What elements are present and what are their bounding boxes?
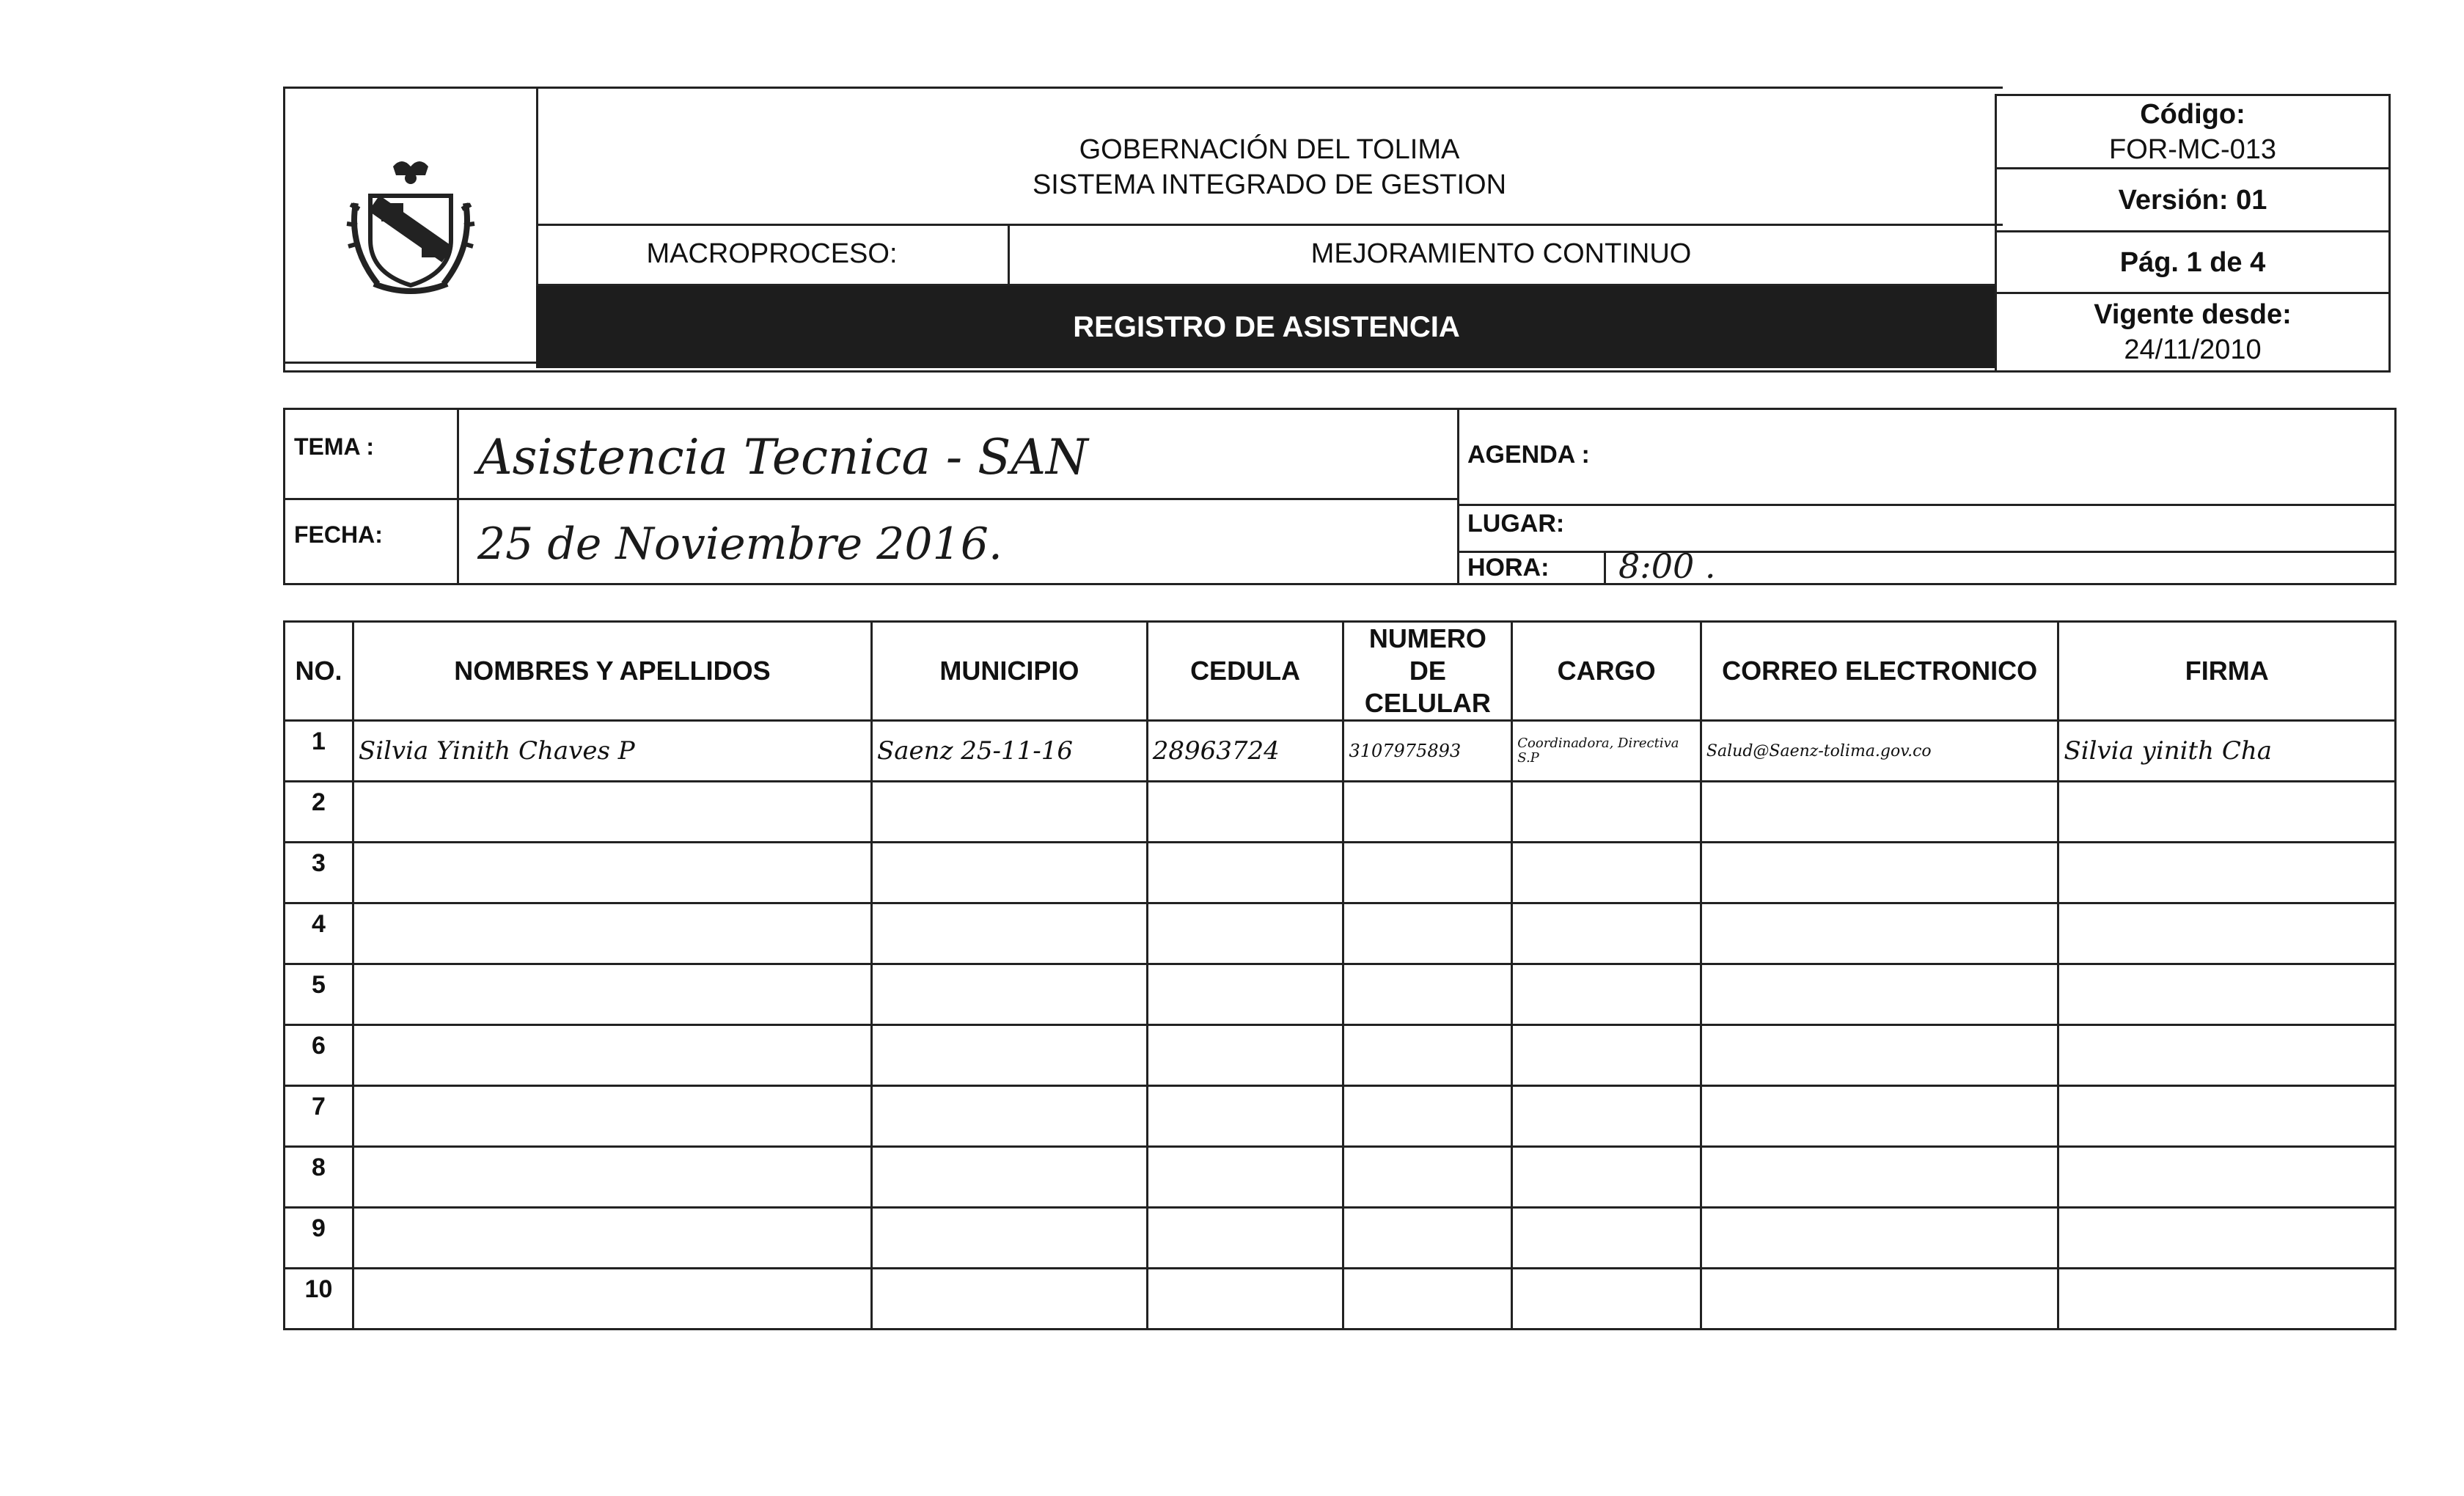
tema-label: TEMA : <box>294 433 375 460</box>
row-number: 8 <box>285 1147 353 1208</box>
cell-cedula <box>1147 1208 1343 1269</box>
cell-celular <box>1343 1269 1512 1330</box>
org-name-line1: GOBERNACIÓN DEL TOLIMA <box>1079 134 1460 165</box>
table-header-row <box>285 622 2396 721</box>
org-name-cell <box>536 87 2003 226</box>
form-title-bar <box>536 286 1997 368</box>
fecha-label: FECHA: <box>294 521 383 548</box>
table-row <box>285 1147 2396 1208</box>
row-number: 6 <box>285 1025 353 1086</box>
logo-cell <box>283 87 538 364</box>
cell-cargo <box>1512 1208 1701 1269</box>
cell-celular <box>1343 1208 1512 1269</box>
row-number: 2 <box>285 782 353 843</box>
cell-firma <box>2058 1147 2396 1208</box>
table-row <box>285 721 2396 782</box>
vigente-cell <box>1997 294 2388 370</box>
macroproceso-value: MEJORAMIENTO CONTINUO <box>1008 224 1995 286</box>
cell-nombre <box>353 1086 871 1147</box>
row-number: 7 <box>285 1086 353 1147</box>
table-row <box>285 1025 2396 1086</box>
cell-cargo <box>1512 903 1701 964</box>
col-header-no: NO. <box>285 622 353 721</box>
col-header-celular-l3: CELULAR <box>1364 688 1491 718</box>
cell-firma <box>2058 782 2396 843</box>
cell-firma <box>2058 843 2396 903</box>
table-row <box>285 903 2396 964</box>
cell-nombre <box>353 1208 871 1269</box>
cell-municipio <box>871 1147 1147 1208</box>
cell-correo <box>1701 782 2058 843</box>
cell-cedula <box>1147 903 1343 964</box>
col-header-celular-l2: DE <box>1409 656 1446 686</box>
agenda-label: AGENDA : <box>1467 441 1590 469</box>
cell-nombre <box>353 1147 871 1208</box>
cell-correo <box>1701 1208 2058 1269</box>
cell-cedula <box>1147 1269 1343 1330</box>
cell-nombre <box>353 1269 871 1330</box>
cell-correo <box>1701 903 2058 964</box>
cell-cedula <box>1147 782 1343 843</box>
codigo-label: Código: <box>2140 98 2245 130</box>
cell-correo <box>1701 1086 2058 1147</box>
col-header-celular-l1: NUMERO <box>1368 623 1486 653</box>
row-number: 9 <box>285 1208 353 1269</box>
pagina-cell: Pág. 1 de 4 <box>1997 232 2388 294</box>
cell-cedula <box>1147 1025 1343 1086</box>
cell-nombre <box>353 782 871 843</box>
cell-cedula: 28963724 <box>1147 721 1343 782</box>
tema-value: Asistencia Tecnica - SAN <box>477 429 1088 485</box>
hora-divider <box>1604 551 1606 583</box>
cell-firma <box>2058 1269 2396 1330</box>
table-row <box>285 1269 2396 1330</box>
codigo-cell <box>1997 96 2388 169</box>
form-title: REGISTRO DE ASISTENCIA <box>1073 311 1460 343</box>
col-header-correo: CORREO ELECTRONICO <box>1701 622 2058 721</box>
cell-municipio <box>871 1025 1147 1086</box>
codigo-value: FOR-MC-013 <box>2108 133 2277 165</box>
cell-celular <box>1343 903 1512 964</box>
row-number: 1 <box>285 721 353 782</box>
cell-nombre <box>353 843 871 903</box>
col-header-nombres: NOMBRES Y APELLIDOS <box>353 622 871 721</box>
col-header-cedula: CEDULA <box>1147 622 1343 721</box>
row-divider-right2 <box>1457 551 2394 553</box>
doc-meta-column <box>1995 94 2391 373</box>
row-number: 3 <box>285 843 353 903</box>
vigente-value: 24/11/2010 <box>2124 334 2262 365</box>
table-row <box>285 964 2396 1025</box>
cell-celular <box>1343 782 1512 843</box>
table-row <box>285 1086 2396 1147</box>
vigente-label: Vigente desde: <box>2094 299 2292 330</box>
agenda-divider <box>1457 410 1459 583</box>
cell-cargo <box>1512 1269 1701 1330</box>
form-header <box>283 87 2397 373</box>
cell-correo: Salud@Saenz-tolima.gov.co <box>1701 721 2058 782</box>
meeting-info <box>283 408 2397 585</box>
cell-municipio <box>871 1086 1147 1147</box>
cell-firma <box>2058 964 2396 1025</box>
hora-label: HORA: <box>1467 554 1550 582</box>
cell-celular <box>1343 1025 1512 1086</box>
cell-cargo <box>1512 843 1701 903</box>
cell-correo <box>1701 964 2058 1025</box>
cell-municipio <box>871 1269 1147 1330</box>
col-header-municipio: MUNICIPIO <box>871 622 1147 721</box>
coat-of-arms-icon <box>341 152 480 298</box>
cell-firma <box>2058 1208 2396 1269</box>
cell-cargo <box>1512 1086 1701 1147</box>
cell-municipio <box>871 782 1147 843</box>
cell-cargo <box>1512 782 1701 843</box>
cell-correo <box>1701 843 2058 903</box>
cell-cargo <box>1512 1147 1701 1208</box>
cell-firma: Silvia yinith Cha <box>2058 721 2396 782</box>
cell-celular: 3107975893 <box>1343 721 1512 782</box>
cell-municipio <box>871 964 1147 1025</box>
row-number: 4 <box>285 903 353 964</box>
org-name-line2: SISTEMA INTEGRADO DE GESTION <box>1032 169 1507 200</box>
hora-value: 8:00 . <box>1618 546 1716 586</box>
cell-nombre <box>353 964 871 1025</box>
cell-cedula <box>1147 1086 1343 1147</box>
attendance-table <box>283 620 2397 1330</box>
cell-firma <box>2058 1025 2396 1086</box>
row-divider-right1 <box>1457 504 2394 506</box>
cell-cargo: Coordinadora, Directiva S.P <box>1512 721 1701 782</box>
col-header-celular <box>1343 622 1512 721</box>
fecha-value: 25 de Noviembre 2016. <box>477 518 1002 570</box>
cell-municipio <box>871 843 1147 903</box>
cell-nombre <box>353 1025 871 1086</box>
cell-municipio: Saenz 25-11-16 <box>871 721 1147 782</box>
col-header-cargo: CARGO <box>1512 622 1701 721</box>
cell-municipio <box>871 903 1147 964</box>
cell-celular <box>1343 1086 1512 1147</box>
col-header-firma: FIRMA <box>2058 622 2396 721</box>
cell-firma <box>2058 1086 2396 1147</box>
cell-cedula <box>1147 843 1343 903</box>
cell-municipio <box>871 1208 1147 1269</box>
cell-celular <box>1343 1147 1512 1208</box>
label-divider <box>457 410 459 583</box>
cell-cedula <box>1147 1147 1343 1208</box>
cell-correo <box>1701 1269 2058 1330</box>
row-divider-left <box>285 498 1459 500</box>
cell-celular <box>1343 964 1512 1025</box>
macroproceso-label: MACROPROCESO: <box>536 224 1010 286</box>
cell-correo <box>1701 1147 2058 1208</box>
lugar-label: LUGAR: <box>1467 510 1565 538</box>
table-row <box>285 1208 2396 1269</box>
cell-nombre <box>353 903 871 964</box>
cell-celular <box>1343 843 1512 903</box>
version-cell: Versión: 01 <box>1997 169 2388 232</box>
cell-cargo <box>1512 1025 1701 1086</box>
row-number: 5 <box>285 964 353 1025</box>
cell-cedula <box>1147 964 1343 1025</box>
row-number: 10 <box>285 1269 353 1330</box>
table-row <box>285 843 2396 903</box>
cell-firma <box>2058 903 2396 964</box>
table-row <box>285 782 2396 843</box>
cell-correo <box>1701 1025 2058 1086</box>
cell-nombre: Silvia Yinith Chaves P <box>353 721 871 782</box>
cell-cargo <box>1512 964 1701 1025</box>
